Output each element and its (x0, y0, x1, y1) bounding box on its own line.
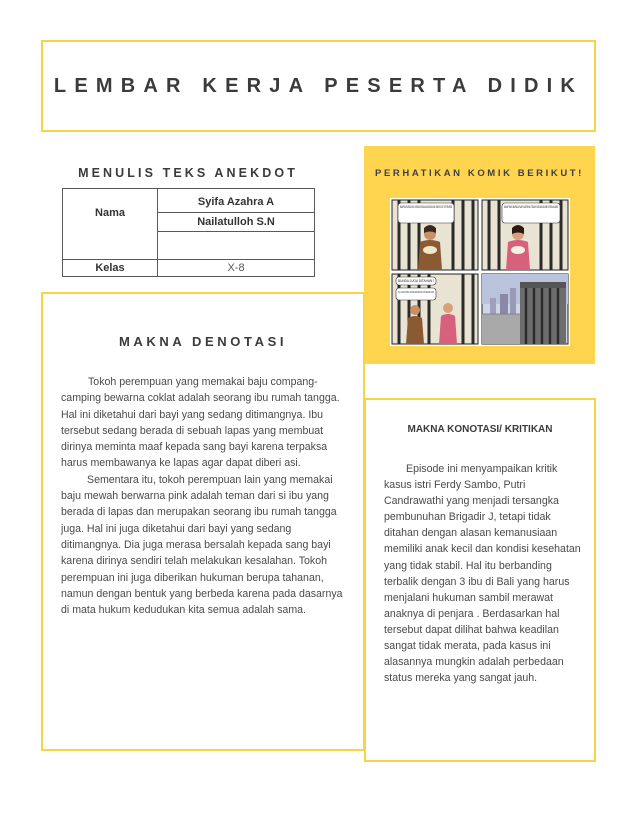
comic-speech-2: MAAFKAN BUNDA NAK KARENA TIDAK MELAKUKAN KESALAHAN (504, 205, 559, 209)
connotation-paragraph: Episode ini menyampaikan kritik kasus istri Ferdy Sambo, Putri Candrawathi yang menjadi tersangka pembunuhan Brigadir J, tetapi tidak ditahan dengan alasan kemanusiaan memiliki anak kecil dan kondisi kesehatan yang tidak stabil. Hal itu berbanding terbalik dengan 3 ibu di Bali yang harus menjalani hukuman sambil merawat anaknya di penjara . Berdasarkan hal tersebut dapat dilihat bahwa keadilan sangat tidak merata, pada kasus ini alasannya mungkin adalah perbedaan status mereka yang sangat jauh. (384, 463, 581, 685)
comic-speech-1: MAAFKAN BUNDA NAK, KARENA KESALAHAN BUNDA KAU HARUS IKUT KE PENJARA (400, 205, 453, 209)
comic-strip-image (390, 198, 570, 346)
comic-panel-3 (392, 274, 478, 344)
student-name-2: Nailatulloh S.N (158, 212, 314, 231)
class-label: Kelas (63, 260, 158, 277)
comic-panel-2 (482, 200, 568, 270)
comic-heading: PERHATIKAN KOMIK BERIKUT! (375, 168, 584, 179)
name-label: Nama (63, 189, 158, 260)
class-value: X-8 (158, 260, 315, 277)
denotation-paragraph-1: Tokoh perempuan yang memakai baju compang-camping bewarna coklat adalah seorang ibu rumah tangga. Hal ini diketahui dari bayi yang sedang ditimangnya. Ibu tersebut sedang berada di sebuah lapas yang membuat dirinya meminta maaf kepada sang bayi karena terpaksa harus membawanya ke lapas agar dapat diberi asi. (61, 376, 340, 470)
page-title: LEMBAR KERJA PESERTA DIDIK (53, 74, 584, 97)
student-info-table (62, 188, 315, 277)
name-row (63, 189, 315, 232)
name-cell (158, 189, 315, 232)
comic-panel-1 (392, 200, 478, 270)
comic-panel-4 (482, 274, 568, 344)
denotation-body (61, 374, 351, 618)
denotation-heading: MAKNA DENOTASI (118, 334, 288, 349)
comic-speech-3: BUNDA JUGA DITAHAN? (398, 279, 435, 283)
connotation-body (384, 461, 584, 686)
connotation-section (364, 398, 596, 762)
worksheet-subtitle: MENULIS TEKS ANEKDOT (78, 166, 298, 180)
comic-panel (364, 146, 595, 364)
empty-cell (158, 232, 315, 260)
denotation-section (41, 292, 365, 751)
denotation-paragraph-2: Sementara itu, tokoh perempuan lain yang memakai baju mewah berwarna pink adalah teman dari si ibu yang berada di lapas dan merupakan seorang ibu rumah tangga juga. Hal ini juga diketahui dari bayi yang sedang ditimangnya. Dia juga merasa bersalah kepada sang bayi karena dirinya sendiri telah melakukan kesalahan. Tokoh perempuan ini juga diberikan hukuman berupa tahanan, namun dengan bentuk yang berbeda karena pada dasarnya di mata hukum kedudukan kita semua adalah sama. (61, 473, 343, 617)
title-box (41, 40, 596, 132)
comic-speech-4: IYA, KAMI DI MATA HUKUM KEDUDUKAN KITA SEMUA SAMA (398, 290, 434, 294)
class-row (63, 260, 315, 277)
connotation-heading: MAKNA KONOTASI/ KRITIKAN (407, 424, 553, 435)
student-name-1: Syifa Azahra A (197, 196, 275, 208)
